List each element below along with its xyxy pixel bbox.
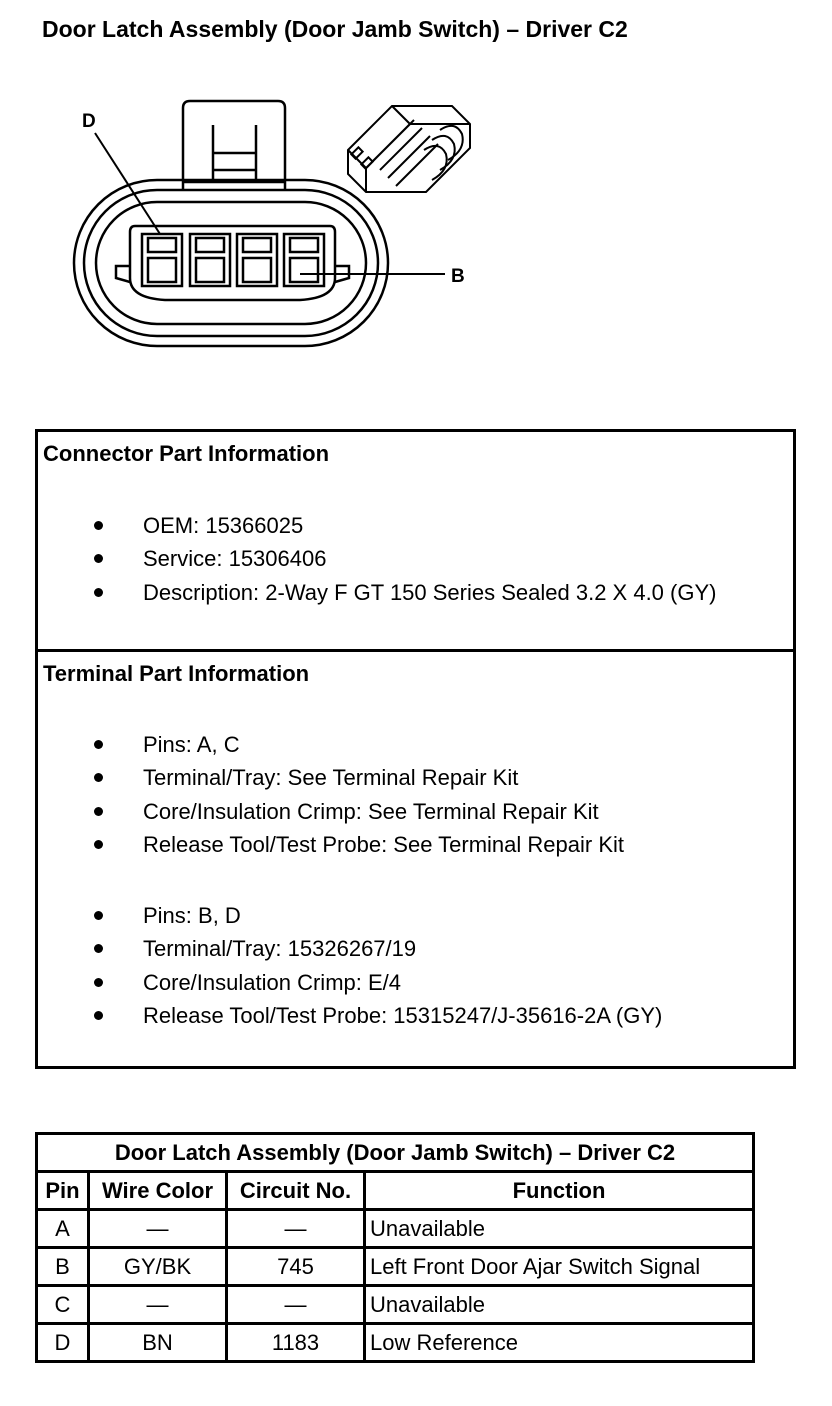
cell-wire-color: — [89,1210,227,1248]
list-item: Release Tool/Test Probe: See Terminal Repair Kit [38,828,624,861]
part-info-box [35,429,796,1069]
bullet-icon [94,773,103,782]
cell-wire-color: BN [89,1324,227,1362]
list-item: Service: 15306406 [38,542,716,575]
page-title: Door Latch Assembly (Door Jamb Switch) – Driver C2 [42,16,628,42]
bullet-icon [94,1011,103,1020]
bullet-icon [94,944,103,953]
list-item: Core/Insulation Crimp: E/4 [38,966,662,999]
cell-function: Left Front Door Ajar Switch Signal [365,1248,754,1286]
cell-circuit: 745 [227,1248,365,1286]
bullet-icon [94,840,103,849]
list-item: Terminal/Tray: See Terminal Repair Kit [38,761,624,794]
pinout-table [35,1132,755,1363]
cell-pin: A [37,1210,89,1248]
callout-label-b: B [451,266,465,287]
table-row [37,1210,754,1248]
bullet-icon [94,554,103,563]
cell-pin: C [37,1286,89,1324]
table-header-row [37,1172,754,1210]
list-item: Pins: A, C [38,728,624,761]
terminal-info-section [38,652,793,1066]
list-item: Terminal/Tray: 15326267/19 [38,932,662,965]
cell-function: Unavailable [365,1210,754,1248]
table-row [37,1324,754,1362]
table-caption-row [37,1134,754,1172]
bullet-icon [94,740,103,749]
bullet-icon [94,807,103,816]
list-item: Pins: B, D [38,899,662,932]
table-caption: Door Latch Assembly (Door Jamb Switch) – Driver C2 [37,1134,754,1172]
header-function: Function [365,1172,754,1210]
cell-circuit: — [227,1286,365,1324]
terminal-info-list-1 [38,728,624,861]
cell-pin: B [37,1248,89,1286]
bullet-icon [94,588,103,597]
list-item: OEM: 15366025 [38,509,716,542]
table-row [37,1248,754,1286]
connector-diagram [0,0,832,400]
header-wire-color: Wire Color [89,1172,227,1210]
cell-wire-color: — [89,1286,227,1324]
cell-circuit: 1183 [227,1324,365,1362]
connector-info-heading: Connector Part Information [43,441,330,466]
bullet-icon [94,911,103,920]
connector-info-list [38,509,716,609]
cell-pin: D [37,1324,89,1362]
cell-function: Low Reference [365,1324,754,1362]
callout-label-d: D [82,111,96,132]
terminal-info-list-2 [38,899,662,1032]
cell-circuit: — [227,1210,365,1248]
cell-wire-color: GY/BK [89,1248,227,1286]
connector-info-section [38,432,793,652]
bullet-icon [94,978,103,987]
list-item: Core/Insulation Crimp: See Terminal Repair Kit [38,795,624,828]
list-item: Release Tool/Test Probe: 15315247/J-35616-2A (GY) [38,999,662,1032]
terminal-info-heading: Terminal Part Information [43,661,310,686]
header-circuit-no: Circuit No. [227,1172,365,1210]
table-row [37,1286,754,1324]
header-pin: Pin [37,1172,89,1210]
cell-function: Unavailable [365,1286,754,1324]
list-item: Description: 2-Way F GT 150 Series Sealed 3.2 X 4.0 (GY) [38,576,716,609]
bullet-icon [94,521,103,530]
